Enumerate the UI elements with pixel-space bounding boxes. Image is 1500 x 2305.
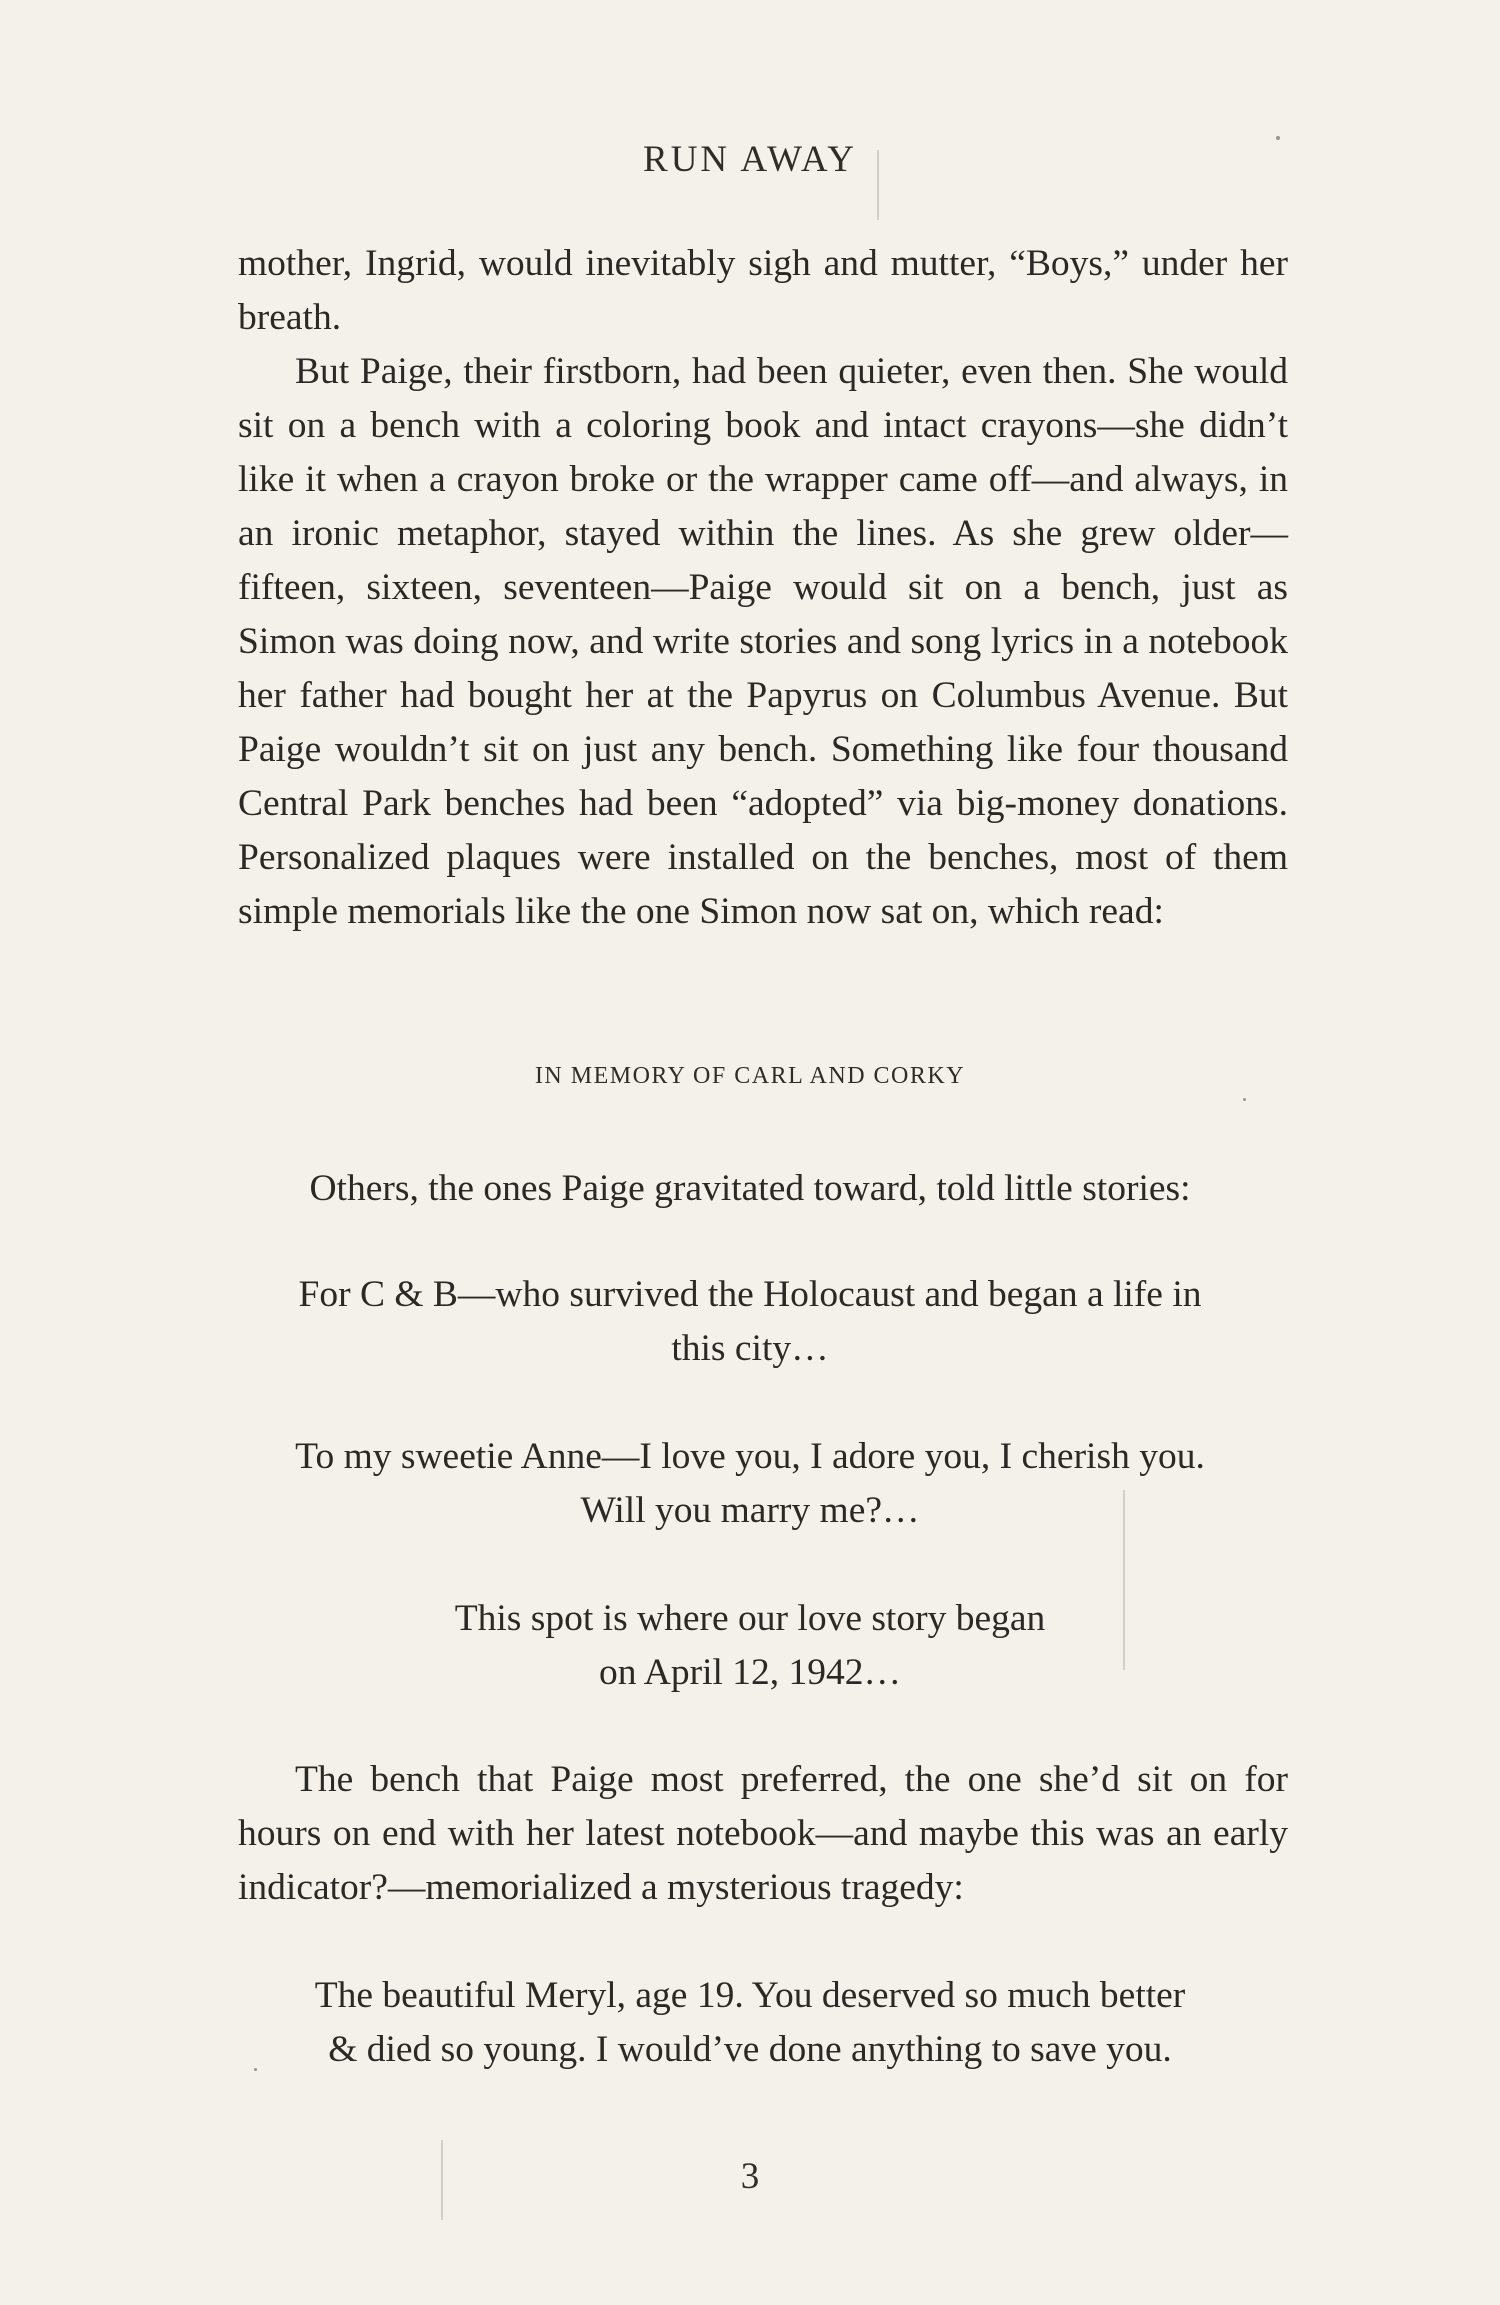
paper-speck xyxy=(1276,136,1280,140)
plaque-story-meryl xyxy=(0,1969,1500,2077)
plaque-memorial-carl-corky: IN MEMORY OF CARL AND CORKY xyxy=(534,1063,966,1089)
intro-stories-line xyxy=(0,1162,1500,1216)
bench-paragraph xyxy=(238,1753,1288,1915)
plaque-line: Will you marry me?… xyxy=(580,1490,920,1531)
intro-stories-text: Others, the ones Paige gravitated toward, told little stories: xyxy=(309,1168,1191,1209)
page-number: 3 xyxy=(740,2156,760,2197)
running-head: RUN AWAY xyxy=(643,139,857,180)
paper-speck xyxy=(1243,1098,1246,1101)
plaque-line: To my sweetie Anne—I love you, I adore you, I cherish you. xyxy=(295,1436,1205,1477)
paper-scratch xyxy=(441,2140,443,2220)
body-text xyxy=(238,237,1288,939)
bench-paragraph-text: The bench that Paige most preferred, the one she’d sit on for hours on end with her latest notebook—and maybe this was an early indicator?—memorialized a mysterious tragedy: xyxy=(238,1759,1288,1908)
plaque-line: For C & B—who survived the Holocaust and began a life in xyxy=(298,1274,1202,1315)
plaque-story-holocaust xyxy=(0,1268,1500,1376)
plaque-story-love xyxy=(0,1592,1500,1700)
paper-speck xyxy=(254,2068,257,2071)
plaque-line: This spot is where our love story began xyxy=(454,1598,1046,1639)
plaque-line: & died so young. I would’ve done anything to save you. xyxy=(328,2029,1172,2070)
paragraph-paige: But Paige, their firstborn, had been quieter, even then. She would sit on a bench with a coloring book and intact crayons—she didn’t like it when a crayon broke or the wrapper came off—and always, in an ironic metaphor, stayed within the lines. As she grew older—fifteen, sixteen, seventeen—Paige would sit on a bench, just as Simon was doing now, and write stories and song lyrics in a notebook her father had bought her at the Papyrus on Columbus Avenue. But Paige wouldn’t sit on just any bench. Something like four thousand Central Park benches had been “adopted” via big-money donations. Personalized plaques were installed on the benches, most of them simple memorials like the one Simon now sat on, which read: xyxy=(238,351,1288,932)
paper-scratch xyxy=(877,150,879,220)
paper-scratch xyxy=(1123,1490,1125,1670)
plaque-line: on April 12, 1942… xyxy=(598,1652,902,1693)
plaque-line: this city… xyxy=(671,1328,829,1369)
paragraph-continuation: mother, Ingrid, would inevitably sigh and mutter, “Boys,” under her breath. xyxy=(238,243,1288,338)
plaque-line: The beautiful Meryl, age 19. You deserved so much better xyxy=(314,1975,1186,2016)
plaque-story-anne xyxy=(0,1430,1500,1538)
